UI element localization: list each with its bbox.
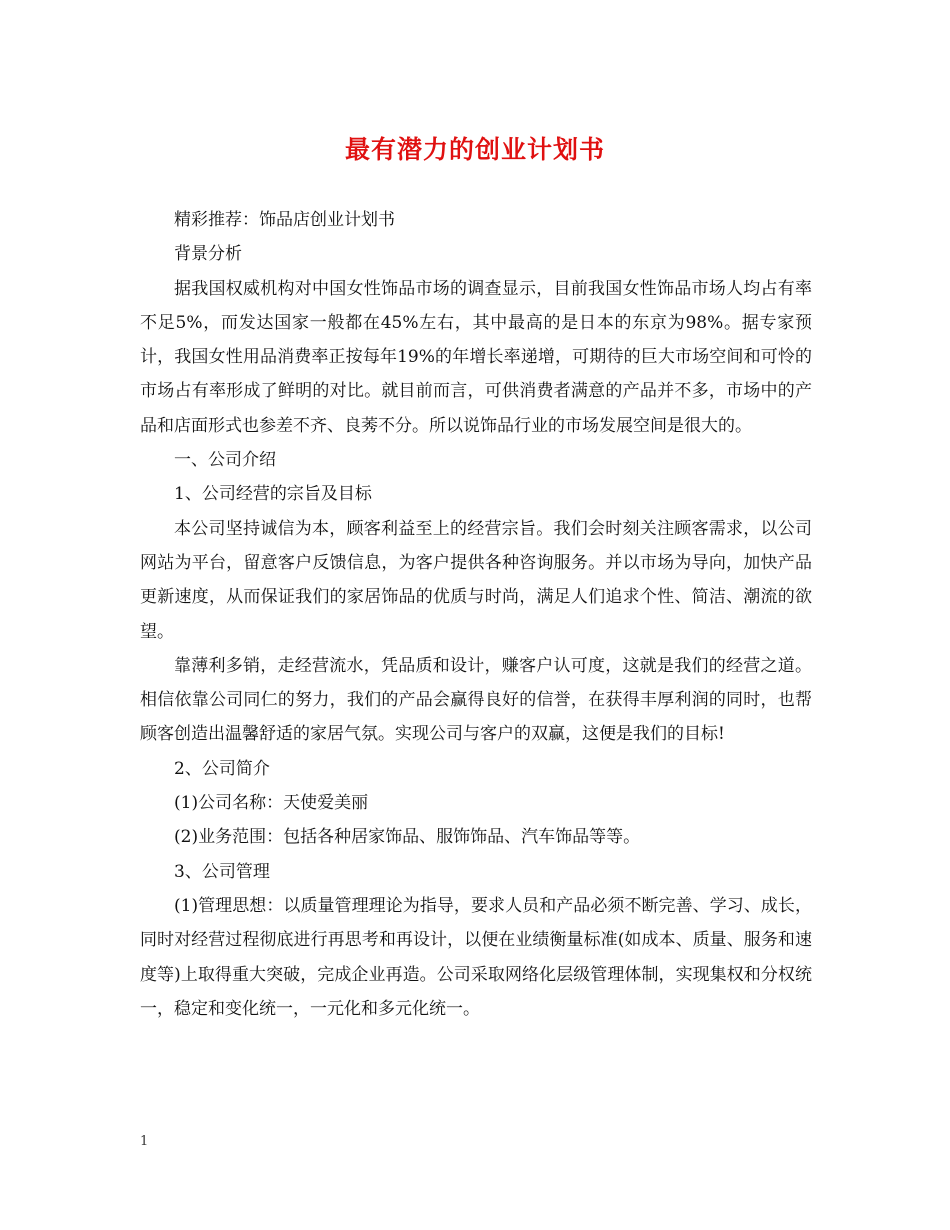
- paragraph-business-way: 靠薄利多销，走经营流水，凭品质和设计，赚客户认可度，这就是我们的经营之道。相信依靠公司同仁的努力，我们的产品会赢得良好的信誉，在获得丰厚利润的同时，也帮顾客创造出温馨舒适的家居气氛。实现公司与客户的双赢，这便是我们的目标!: [140, 655, 812, 745]
- heading-company-management: 3、公司管理: [174, 861, 270, 882]
- heading-background-analysis: 背景分析: [174, 244, 242, 265]
- document-body: [140, 203, 812, 1026]
- paragraph-recommendation: 精彩推荐：饰品店创业计划书: [174, 210, 395, 230]
- page-number: 1: [140, 1134, 149, 1149]
- heading-purpose-goals: 1、公司经营的宗旨及目标: [174, 484, 372, 505]
- item-business-scope: (2)业务范围：包括各种居家饰品、服饰饰品、汽车饰品等等。: [174, 827, 641, 848]
- paragraph-market-analysis: 据我国权威机构对中国女性饰品市场的调查显示，目前我国女性饰品市场人均占有率不足5%，而发达国家一般都在45%左右，其中最高的是日本的东京为98%。据专家预计，我国女性用品消费率正按每年19%的年增长率递增，可期待的巨大市场空间和可怜的市场占有率形成了鲜明的对比。就目前而言，可供消费者满意的产品并不多，市场中的产品和店面形式也参差不齐、良莠不分。所以说饰品行业的市场发展空间是很大的。: [140, 278, 812, 436]
- document-title: 最有潜力的创业计划书: [344, 135, 605, 164]
- heading-company-intro: 一、公司介绍: [174, 450, 276, 471]
- item-company-name: (1)公司名称：天使爱美丽: [174, 793, 369, 814]
- paragraph-purpose: 本公司坚持诚信为本，顾客利益至上的经营宗旨。我们会时刻关注顾客需求，以公司网站为平台，留意客户反馈信息，为客户提供各种咨询服务。并以市场为导向，加快产品更新速度，从而保证我们的家居饰品的优质与时尚，满足人们追求个性、简洁、潮流的欲望。: [140, 518, 812, 642]
- paragraph-management-thought: (1)管理思想：以质量管理理论为指导，要求人员和产品必须不断完善、学习、成长，同时对经营过程彻底进行再思考和再设计，以便在业绩衡量标准(如成本、质量、服务和速度等)上取得重大突破，完成企业再造。公司采取网络化层级管理体制，实现集权和分权统一，稳定和变化统一，一元化和多元化统一。: [140, 895, 812, 1019]
- heading-company-profile: 2、公司简介: [174, 758, 270, 779]
